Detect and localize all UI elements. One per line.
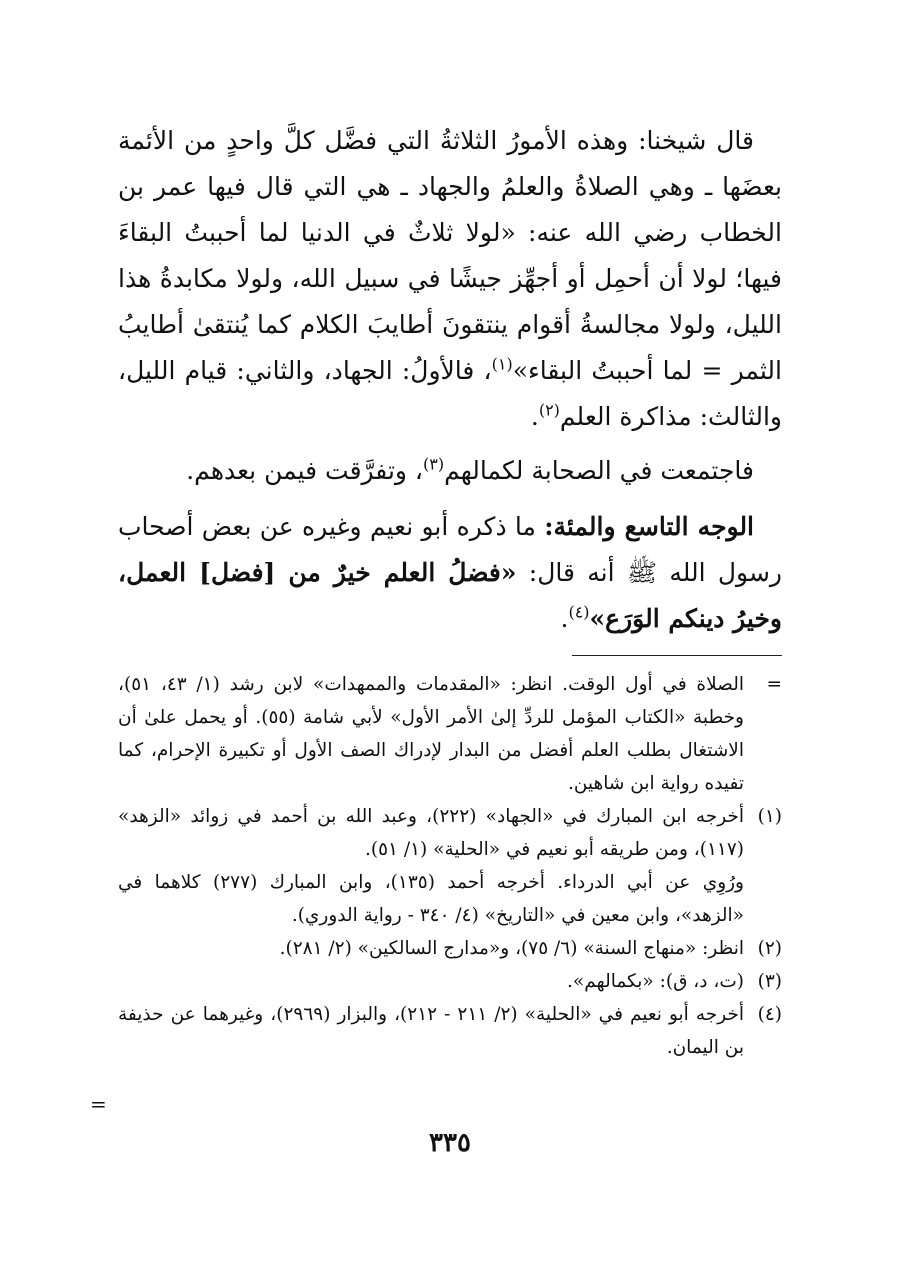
footnote-ref-4[interactable]: (٤) <box>568 602 590 622</box>
footnote-separator <box>572 655 782 656</box>
footnote-ref-3[interactable]: (٣) <box>423 454 445 474</box>
paragraph-3-end: . <box>560 604 569 633</box>
footnote-3-mark: (٣) <box>757 971 782 992</box>
paragraph-2 <box>118 448 782 494</box>
footnotes <box>118 668 782 1064</box>
footnote-3-text: (ت، د، ق): «بكمالهم». <box>567 971 744 992</box>
paragraph-3-heading: الوجه التاسع والمئة: <box>544 512 755 541</box>
paragraph-1-end: . <box>530 402 539 431</box>
footnote-ref-1[interactable]: (١) <box>491 354 513 374</box>
footnote-4 <box>118 998 782 1064</box>
footnote-1-text-2: ورُوِي عن أبي الدرداء. أخرجه أحمد (١٣٥)، وابن المبارك (٢٧٧) كلاهما في «الزهد»، وابن معين في «التاريخ» (٤/ ٣٤٠ - رواية الدوري). <box>118 872 744 926</box>
page-number: ٣٣٥ <box>429 1128 471 1158</box>
footnote-continuation-text: الصلاة في أول الوقت. انظر: «المقدمات والممهدات» لابن رشد (١/ ٤٣، ٥١)، وخطبة «الكتاب المؤمل للردِّ إلىٰ الأمر الأول» لأبي شامة (٥٥). أو يحمل علىٰ أن الاشتغال بطلب العلم أفضل من البدار لإدراك الصف الأول أو تكبيرة الإحرام، كما تفيده رواية ابن شاهين. <box>118 674 744 794</box>
footnote-1 <box>118 800 782 932</box>
footnote-2-text: انظر: «منهاج السنة» (٦/ ٧٥)، و«مدارج السالكين» (٢/ ٢٨١). <box>279 938 744 959</box>
paragraph-1-text: قال شيخنا: وهذه الأمورُ الثلاثةُ التي فضَّل كلَّ واحدٍ من الأئمة بعضَها ـ وهي الصلاةُ والعلمُ والجهاد ـ هي التي قال فيها عمر بن الخطاب رضي الله عنه: «لولا ثلاثٌ في الدنيا لما أحببتُ البقاءَ فيها؛ لولا أن أحمِل أو أجهِّز جيشًا في سبيل الله، ولولا مكابدةُ هذا الليل، ولولا مجالسةُ أقوام ينتقونَ أطايبَ الكلام كما يُنتقىٰ أطايبُ الثمر = لما أحببتُ البقاء» <box>118 126 782 385</box>
paragraph-3-text: ما ذكره أبو نعيم وغيره عن بعض أصحاب رسول الله ﷺ أنه قال: <box>118 512 782 587</box>
footnote-2 <box>118 932 782 965</box>
paragraph-3-quote: «فضلُ العلم خيرٌ من [فضل] العمل، وخيرُ دينكم الوَرَع» <box>118 558 782 633</box>
footnote-continuation <box>118 668 782 800</box>
paragraph-2-text: فاجتمعت في الصحابة لكمالهم <box>444 456 754 485</box>
main-text <box>118 118 782 652</box>
footnote-1-text: أخرجه ابن المبارك في «الجهاد» (٢٢٢)، وعبد الله بن أحمد في زوائد «الزهد» (١١٧)، ومن طريقه أبو نعيم في «الحلية» (١/ ٥١). <box>118 806 744 860</box>
footnote-1-mark: (١) <box>757 806 782 827</box>
footnote-continuation-mark: = <box>766 674 782 695</box>
paragraph-1-tail: ، فالأولُ: الجهاد، والثاني: قيام الليل، والثالث: مذاكرة العلم <box>118 356 782 431</box>
footnote-3 <box>118 965 782 998</box>
paragraph-2-tail: ، وتفرَّقت فيمن بعدهم. <box>186 456 424 485</box>
paragraph-3 <box>118 504 782 642</box>
footnote-ref-2[interactable]: (٢) <box>538 400 560 420</box>
footnote-2-mark: (٢) <box>757 938 782 959</box>
paragraph-1 <box>118 118 782 440</box>
footnote-4-text: أخرجه أبو نعيم في «الحلية» (٢/ ٢١١ - ٢١٢)، والبزار (٢٩٦٩)، وغيرهما عن حذيفة بن اليمان. <box>118 1004 744 1058</box>
page-continuation-mark: = <box>90 1092 107 1116</box>
footnote-4-mark: (٤) <box>757 1004 782 1025</box>
